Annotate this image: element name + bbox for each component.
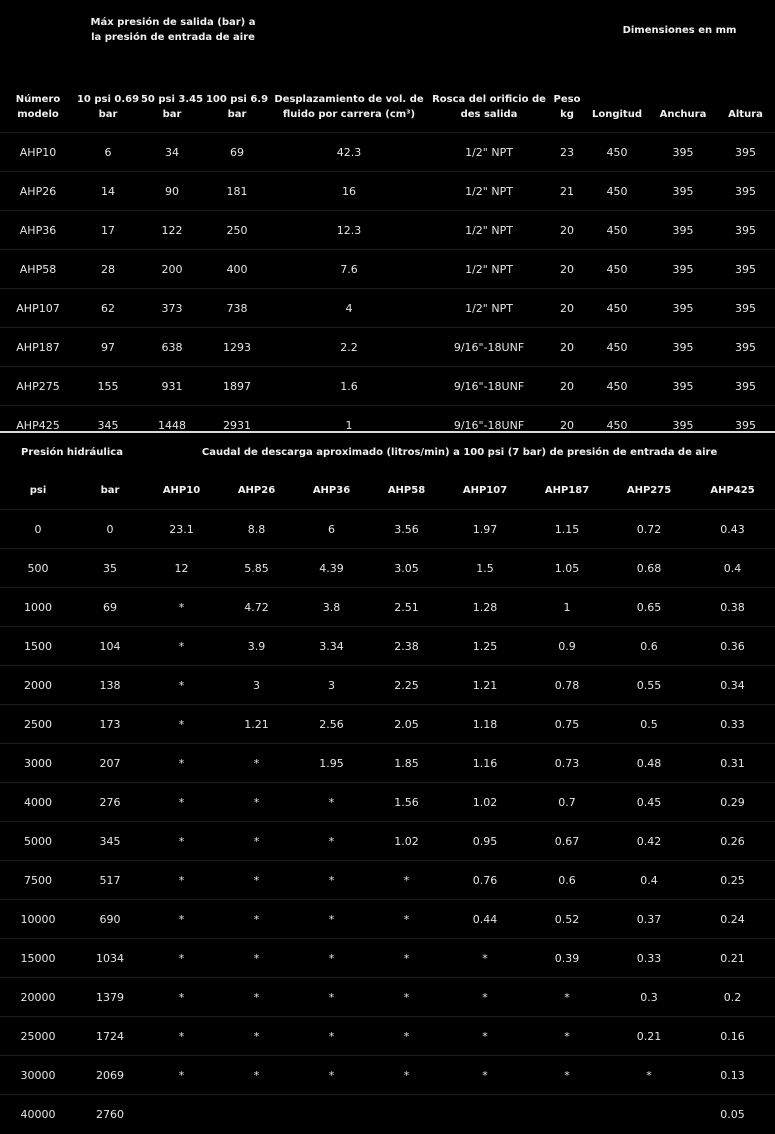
flow-table xyxy=(0,433,775,1133)
table-cell: 450 xyxy=(584,172,650,211)
table-cell: 3 xyxy=(219,666,294,705)
table-cell: 0.38 xyxy=(690,588,775,627)
table-cell: 1448 xyxy=(140,406,204,445)
table-cell: * xyxy=(369,978,444,1017)
table-cell: 0.37 xyxy=(608,900,690,939)
table-cell: 8.8 xyxy=(219,510,294,549)
table-cell: 25000 xyxy=(0,1017,76,1056)
table-cell: 0.52 xyxy=(526,900,608,939)
table-cell: 500 xyxy=(0,549,76,588)
table-cell: 2.38 xyxy=(369,627,444,666)
table-cell: 0.13 xyxy=(690,1056,775,1095)
table-cell: 90 xyxy=(140,172,204,211)
table-cell: 20 xyxy=(550,250,584,289)
table-row xyxy=(0,1095,775,1134)
spec-column-header: 10 psi 0.69 bar xyxy=(76,94,140,120)
flow-column-header: AHP275 xyxy=(626,484,672,496)
table-cell: * xyxy=(369,939,444,978)
table-cell: 395 xyxy=(650,250,716,289)
table-cell: 3.05 xyxy=(369,549,444,588)
table-cell: 200 xyxy=(140,250,204,289)
flow-group-header-row xyxy=(0,433,775,471)
table-cell: 0.36 xyxy=(690,627,775,666)
table-cell: 395 xyxy=(650,367,716,406)
table-cell: 2760 xyxy=(76,1095,144,1134)
table-cell: 2069 xyxy=(76,1056,144,1095)
table-cell: 1724 xyxy=(76,1017,144,1056)
table-cell: 5000 xyxy=(0,822,76,861)
table-row xyxy=(0,367,775,406)
table-cell: * xyxy=(369,1056,444,1095)
table-cell: 2.2 xyxy=(270,328,428,367)
table-cell: 0.44 xyxy=(444,900,526,939)
table-cell: 0.55 xyxy=(608,666,690,705)
flow-column-header: AHP107 xyxy=(462,484,508,496)
table-cell: 4000 xyxy=(0,783,76,822)
table-cell: 6 xyxy=(76,133,140,172)
table-cell xyxy=(444,1095,526,1134)
table-cell: AHP275 xyxy=(0,367,76,406)
table-cell: 0.48 xyxy=(608,744,690,783)
table-cell: 931 xyxy=(140,367,204,406)
spec-group-header-row xyxy=(0,0,775,60)
table-cell: 1.21 xyxy=(219,705,294,744)
table-cell: AHP107 xyxy=(0,289,76,328)
table-cell: 173 xyxy=(76,705,144,744)
table-cell: 0.42 xyxy=(608,822,690,861)
table-cell: * xyxy=(144,744,219,783)
table-cell: * xyxy=(144,939,219,978)
table-cell: 395 xyxy=(716,211,775,250)
table-cell: * xyxy=(526,1017,608,1056)
table-cell: 7500 xyxy=(0,861,76,900)
table-cell: 4 xyxy=(270,289,428,328)
table-row xyxy=(0,861,775,900)
table-cell: 1293 xyxy=(204,328,270,367)
table-cell: * xyxy=(144,666,219,705)
table-cell: 0.72 xyxy=(608,510,690,549)
table-cell: 0.65 xyxy=(608,588,690,627)
table-cell: * xyxy=(144,705,219,744)
table-cell: 0.9 xyxy=(526,627,608,666)
spec-column-header-row xyxy=(0,60,775,133)
table-cell xyxy=(369,1095,444,1134)
table-cell: 0.73 xyxy=(526,744,608,783)
table-cell: 1897 xyxy=(204,367,270,406)
table-cell: 345 xyxy=(76,822,144,861)
table-row xyxy=(0,289,775,328)
table-cell: 16 xyxy=(270,172,428,211)
spec-table-body xyxy=(0,133,775,445)
table-row xyxy=(0,978,775,1017)
table-cell: 20 xyxy=(550,406,584,445)
table-cell: 28 xyxy=(76,250,140,289)
table-cell: 69 xyxy=(76,588,144,627)
table-cell: 1.28 xyxy=(444,588,526,627)
table-cell: * xyxy=(444,978,526,1017)
table-cell: 3000 xyxy=(0,744,76,783)
table-cell: 1.18 xyxy=(444,705,526,744)
table-cell: 181 xyxy=(204,172,270,211)
table-cell xyxy=(219,1095,294,1134)
table-cell: AHP187 xyxy=(0,328,76,367)
table-cell: 450 xyxy=(584,406,650,445)
table-cell: 0.26 xyxy=(690,822,775,861)
table-cell: 450 xyxy=(584,133,650,172)
table-cell: 9/16"-18UNF xyxy=(428,406,550,445)
table-cell: * xyxy=(294,1017,369,1056)
flow-column-header: bar xyxy=(100,484,120,496)
table-row xyxy=(0,172,775,211)
table-cell: * xyxy=(219,822,294,861)
table-cell: 104 xyxy=(76,627,144,666)
table-cell: 2.56 xyxy=(294,705,369,744)
flow-column-header: AHP10 xyxy=(162,484,201,496)
table-row xyxy=(0,1056,775,1095)
table-row xyxy=(0,900,775,939)
table-cell: 0 xyxy=(0,510,76,549)
table-cell: 0.2 xyxy=(690,978,775,1017)
table-cell: 3.56 xyxy=(369,510,444,549)
table-cell: 395 xyxy=(716,289,775,328)
dimensions-group-header: Dimensiones en mm xyxy=(622,24,737,36)
table-cell: * xyxy=(219,861,294,900)
table-cell: 2.25 xyxy=(369,666,444,705)
table-cell: 0.6 xyxy=(526,861,608,900)
table-cell: 12 xyxy=(144,549,219,588)
table-row xyxy=(0,783,775,822)
table-cell: 0.29 xyxy=(690,783,775,822)
table-cell: 0.21 xyxy=(608,1017,690,1056)
table-cell: 1 xyxy=(270,406,428,445)
table-cell: 20 xyxy=(550,289,584,328)
spec-column-header: Rosca del orificio de des salida xyxy=(432,94,546,120)
table-cell: 0.43 xyxy=(690,510,775,549)
table-cell: 0.21 xyxy=(690,939,775,978)
table-cell: 1.05 xyxy=(526,549,608,588)
spec-column-header: Peso kg xyxy=(553,94,581,120)
table-cell: 395 xyxy=(650,406,716,445)
table-cell: 17 xyxy=(76,211,140,250)
spec-column-header: Anchura xyxy=(659,109,707,120)
flow-column-header: AHP187 xyxy=(544,484,590,496)
table-cell: 1.97 xyxy=(444,510,526,549)
table-cell: 14 xyxy=(76,172,140,211)
table-cell xyxy=(526,1095,608,1134)
table-cell xyxy=(144,1095,219,1134)
table-cell: 9/16"-18UNF xyxy=(428,328,550,367)
flow-column-header: psi xyxy=(29,484,47,496)
table-cell: 1 xyxy=(526,588,608,627)
table-cell: AHP58 xyxy=(0,250,76,289)
table-cell: 0.5 xyxy=(608,705,690,744)
table-cell: * xyxy=(144,1017,219,1056)
table-cell: * xyxy=(294,861,369,900)
table-cell: 30000 xyxy=(0,1056,76,1095)
hydraulic-group-header: Presión hidráulica xyxy=(21,446,123,458)
table-cell: 395 xyxy=(716,328,775,367)
flow-column-header: AHP26 xyxy=(237,484,276,496)
table-cell: 1.6 xyxy=(270,367,428,406)
table-cell: 1379 xyxy=(76,978,144,1017)
table-cell: 0.6 xyxy=(608,627,690,666)
table-cell: * xyxy=(219,1056,294,1095)
table-cell: 450 xyxy=(584,328,650,367)
table-cell: * xyxy=(144,822,219,861)
table-cell: 20 xyxy=(550,328,584,367)
table-cell: 395 xyxy=(716,172,775,211)
table-cell: 690 xyxy=(76,900,144,939)
table-cell: 69 xyxy=(204,133,270,172)
table-cell: 0.3 xyxy=(608,978,690,1017)
table-cell: 1.02 xyxy=(444,783,526,822)
table-cell: 9/16"-18UNF xyxy=(428,367,550,406)
table-cell: 395 xyxy=(650,289,716,328)
table-cell: 1.5 xyxy=(444,549,526,588)
spec-column-header: Altura xyxy=(728,109,763,120)
table-row xyxy=(0,744,775,783)
table-row xyxy=(0,133,775,172)
table-row xyxy=(0,939,775,978)
table-cell: 6 xyxy=(294,510,369,549)
table-cell: * xyxy=(219,900,294,939)
table-cell: 207 xyxy=(76,744,144,783)
flow-group-header: Caudal de descarga aproximado (litros/min) a 100 psi (7 bar) de presión de entrada de aire xyxy=(201,446,718,458)
table-cell: 138 xyxy=(76,666,144,705)
flow-table-body xyxy=(0,510,775,1134)
flow-column-header-row xyxy=(0,471,775,510)
table-cell: 0 xyxy=(76,510,144,549)
table-cell: 2500 xyxy=(0,705,76,744)
table-cell: * xyxy=(144,783,219,822)
table-cell: 1034 xyxy=(76,939,144,978)
table-cell: 395 xyxy=(716,406,775,445)
table-cell xyxy=(294,1095,369,1134)
table-cell xyxy=(608,1095,690,1134)
table-cell: * xyxy=(219,1017,294,1056)
table-row xyxy=(0,705,775,744)
table-cell: 35 xyxy=(76,549,144,588)
table-cell: 21 xyxy=(550,172,584,211)
table-cell: * xyxy=(144,900,219,939)
table-cell: 5.85 xyxy=(219,549,294,588)
table-cell: AHP425 xyxy=(0,406,76,445)
table-cell: 0.33 xyxy=(608,939,690,978)
table-cell: * xyxy=(219,744,294,783)
table-cell: 395 xyxy=(716,367,775,406)
table-cell: 155 xyxy=(76,367,140,406)
table-row xyxy=(0,666,775,705)
table-cell: 395 xyxy=(716,250,775,289)
table-cell: 10000 xyxy=(0,900,76,939)
table-cell: 276 xyxy=(76,783,144,822)
table-cell: 1/2" NPT xyxy=(428,289,550,328)
table-cell: 450 xyxy=(584,367,650,406)
table-cell: 0.24 xyxy=(690,900,775,939)
table-cell: 20 xyxy=(550,367,584,406)
table-cell: * xyxy=(526,1056,608,1095)
spec-column-header: Desplazamiento de vol. de fluido por carrera (cm³) xyxy=(274,94,424,120)
table-cell: 450 xyxy=(584,250,650,289)
table-cell: 0.45 xyxy=(608,783,690,822)
table-cell: 97 xyxy=(76,328,140,367)
table-cell: 1.15 xyxy=(526,510,608,549)
table-cell: 450 xyxy=(584,211,650,250)
table-cell: 0.95 xyxy=(444,822,526,861)
spec-column-header: 100 psi 6.9 bar xyxy=(205,94,269,120)
table-cell: 1.25 xyxy=(444,627,526,666)
table-row xyxy=(0,588,775,627)
table-cell: * xyxy=(369,900,444,939)
table-cell: AHP36 xyxy=(0,211,76,250)
table-cell: 3.8 xyxy=(294,588,369,627)
table-cell: 42.3 xyxy=(270,133,428,172)
table-cell: * xyxy=(144,861,219,900)
table-row xyxy=(0,1017,775,1056)
table-cell: * xyxy=(444,1056,526,1095)
table-cell: * xyxy=(144,588,219,627)
table-cell: * xyxy=(144,978,219,1017)
flow-column-header: AHP58 xyxy=(387,484,426,496)
table-cell: 0.39 xyxy=(526,939,608,978)
table-cell: 40000 xyxy=(0,1095,76,1134)
table-cell: 400 xyxy=(204,250,270,289)
table-cell: 62 xyxy=(76,289,140,328)
table-cell: 0.4 xyxy=(608,861,690,900)
table-cell: * xyxy=(369,861,444,900)
table-cell: 395 xyxy=(716,133,775,172)
table-cell: * xyxy=(369,1017,444,1056)
table-cell: 1.21 xyxy=(444,666,526,705)
table-cell: 23.1 xyxy=(144,510,219,549)
table-row xyxy=(0,549,775,588)
table-row xyxy=(0,627,775,666)
table-cell: 34 xyxy=(140,133,204,172)
table-cell: * xyxy=(219,939,294,978)
table-cell: 638 xyxy=(140,328,204,367)
table-cell: 20000 xyxy=(0,978,76,1017)
table-cell: AHP26 xyxy=(0,172,76,211)
table-cell: 1/2" NPT xyxy=(428,133,550,172)
table-cell: 1/2" NPT xyxy=(428,211,550,250)
table-cell: 2.05 xyxy=(369,705,444,744)
table-cell: 1.95 xyxy=(294,744,369,783)
table-cell: 395 xyxy=(650,328,716,367)
table-cell: 0.16 xyxy=(690,1017,775,1056)
table-cell: 2000 xyxy=(0,666,76,705)
table-cell: * xyxy=(526,978,608,1017)
table-row xyxy=(0,822,775,861)
table-cell: 1000 xyxy=(0,588,76,627)
table-cell: 0.68 xyxy=(608,549,690,588)
table-cell: 3.9 xyxy=(219,627,294,666)
spec-table xyxy=(0,0,775,444)
table-cell: * xyxy=(444,1017,526,1056)
table-row xyxy=(0,250,775,289)
table-cell: 0.33 xyxy=(690,705,775,744)
table-cell: 1/2" NPT xyxy=(428,172,550,211)
table-cell: 0.75 xyxy=(526,705,608,744)
table-cell: 1.85 xyxy=(369,744,444,783)
table-cell: * xyxy=(294,900,369,939)
table-cell: 250 xyxy=(204,211,270,250)
table-cell: 345 xyxy=(76,406,140,445)
table-cell: 4.39 xyxy=(294,549,369,588)
table-cell: 395 xyxy=(650,211,716,250)
table-cell: 0.76 xyxy=(444,861,526,900)
table-cell: 20 xyxy=(550,211,584,250)
table-cell: 0.78 xyxy=(526,666,608,705)
table-cell: 12.3 xyxy=(270,211,428,250)
table-cell: * xyxy=(294,1056,369,1095)
table-cell: 0.67 xyxy=(526,822,608,861)
table-cell: * xyxy=(294,822,369,861)
table-cell: 517 xyxy=(76,861,144,900)
table-cell: 1.02 xyxy=(369,822,444,861)
table-cell: 2.51 xyxy=(369,588,444,627)
table-cell: 738 xyxy=(204,289,270,328)
table-cell: 2931 xyxy=(204,406,270,445)
table-cell: * xyxy=(608,1056,690,1095)
table-cell: 1.56 xyxy=(369,783,444,822)
table-cell: 23 xyxy=(550,133,584,172)
table-cell: 0.34 xyxy=(690,666,775,705)
spec-column-header: 50 psi 3.45 bar xyxy=(140,94,204,120)
flow-column-header: AHP36 xyxy=(312,484,351,496)
table-cell: 4.72 xyxy=(219,588,294,627)
table-cell: 1500 xyxy=(0,627,76,666)
table-cell: 450 xyxy=(584,289,650,328)
table-cell: 0.25 xyxy=(690,861,775,900)
table-cell: * xyxy=(294,939,369,978)
table-cell: * xyxy=(219,978,294,1017)
table-cell: 1/2" NPT xyxy=(428,250,550,289)
table-row xyxy=(0,328,775,367)
table-cell: 1.16 xyxy=(444,744,526,783)
table-cell: 0.31 xyxy=(690,744,775,783)
table-cell: 373 xyxy=(140,289,204,328)
spec-column-header: Número modelo xyxy=(15,94,61,120)
table-cell: 0.4 xyxy=(690,549,775,588)
pressure-group-header: Máx presión de salida (bar) a la presión de entrada de aire xyxy=(90,17,256,43)
flow-column-header: AHP425 xyxy=(710,484,755,496)
table-cell: 0.05 xyxy=(690,1095,775,1134)
table-cell: 15000 xyxy=(0,939,76,978)
table-cell: AHP10 xyxy=(0,133,76,172)
table-cell: * xyxy=(144,627,219,666)
spec-column-header: Longitud xyxy=(591,109,642,120)
table-cell: 395 xyxy=(650,172,716,211)
table-cell: * xyxy=(444,939,526,978)
table-cell: * xyxy=(219,783,294,822)
table-row xyxy=(0,211,775,250)
table-cell: 7.6 xyxy=(270,250,428,289)
table-cell: * xyxy=(294,783,369,822)
table-cell: 122 xyxy=(140,211,204,250)
table-cell: * xyxy=(294,978,369,1017)
table-cell: * xyxy=(144,1056,219,1095)
table-cell: 395 xyxy=(650,133,716,172)
table-row xyxy=(0,510,775,549)
table-cell: 3 xyxy=(294,666,369,705)
table-cell: 3.34 xyxy=(294,627,369,666)
table-cell: 0.7 xyxy=(526,783,608,822)
